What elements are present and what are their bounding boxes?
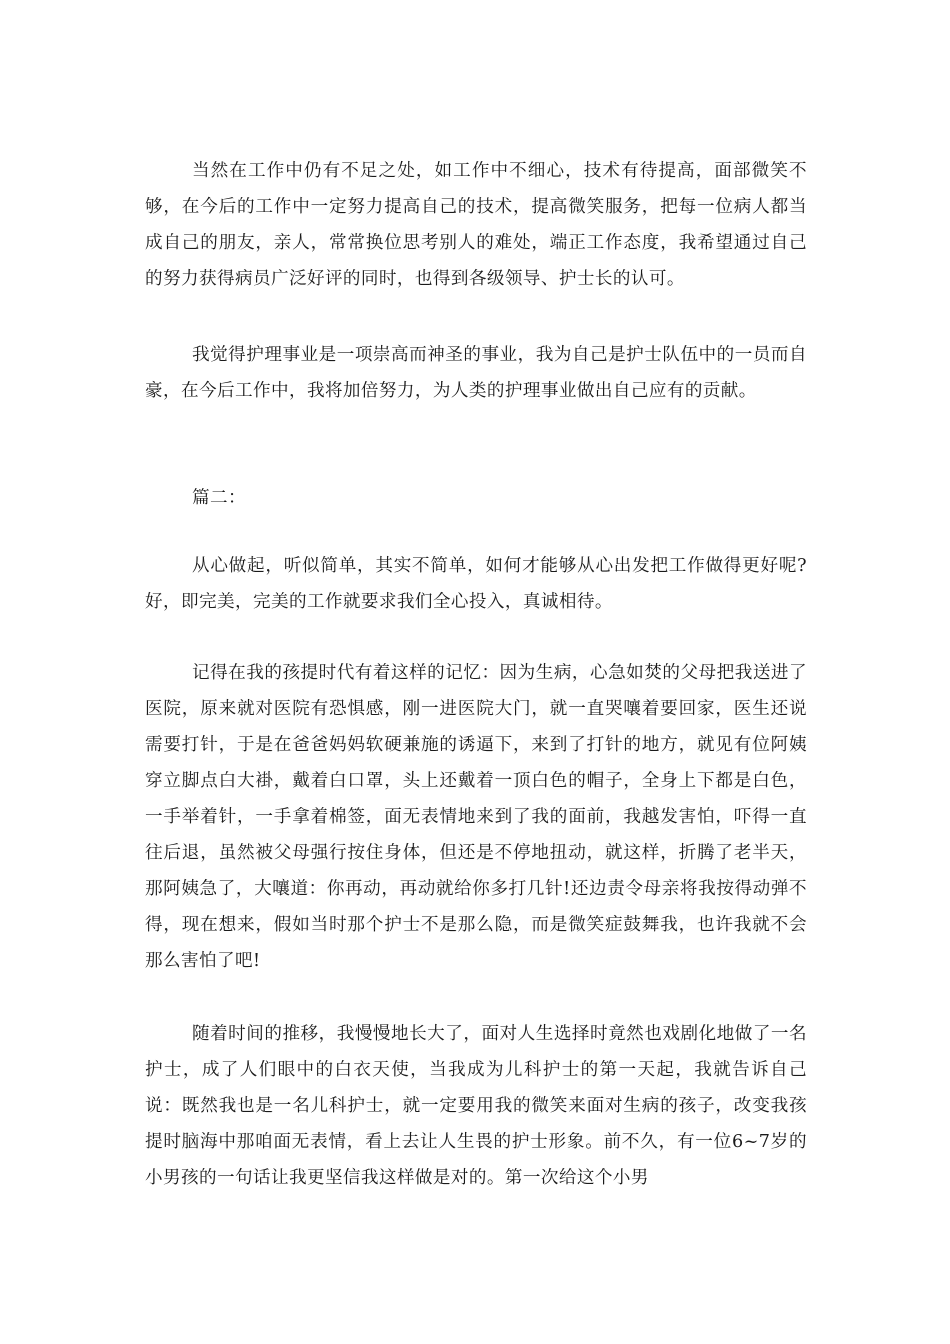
- section-heading: 篇二：: [192, 488, 246, 508]
- paragraph-from-the-heart: 从心做起，听似简单，其实不简单，如何才能够从心出发把工作做得更好呢?好，即完美，完美的工作就要求我们全心投入，真诚相待。: [145, 556, 807, 612]
- paragraph-shortcomings: 当然在工作中仍有不足之处，如工作中不细心，技术有待提高，面部微笑不够，在今后的工作中一定努力提高自己的技术，提高微笑服务，把每一位病人都当成自己的朋友，亲人，常常换位思考别人的难处，端正工作态度，我希望通过自己的努力获得病员广泛好评的同时，也得到各级领导、护士长的认可。: [145, 161, 807, 289]
- paragraph-becoming-nurse: 随着时间的推移，我慢慢地长大了，面对人生选择时竟然也戏剧化地做了一名护士，成了人们眼中的白衣天使，当我成为儿科护士的第一天起，我就告诉自己说：既然我也是一名儿科护士，就一定要用我的微笑来面对生病的孩子，改变我孩提时脑海中那咱面无表情，看上去让人生畏的护士形象。前不久，有一位6~7岁的小男孩的一句话让我更坚信我这样做是对的。第一次给这个小男: [145, 1024, 807, 1188]
- paragraph-nursing-career: 我觉得护理事业是一项崇高而神圣的事业，我为自己是护士队伍中的一员而自豪，在今后工作中，我将加倍努力，为人类的护理事业做出自己应有的贡献。: [145, 345, 807, 401]
- paragraph-childhood-memory: 记得在我的孩提时代有着这样的记忆：因为生病，心急如焚的父母把我送进了医院，原来就对医院有恐惧感，刚一进医院大门，就一直哭嚷着要回家，医生还说需要打针，于是在爸爸妈妈软硬兼施的诱逼下，来到了打针的地方，就见有位阿姨穿立脚点白大褂，戴着白口罩，头上还戴着一顶白色的帽子，全身上下都是白色，一手举着针，一手拿着棉签，面无表情地来到了我的面前，我越发害怕，吓得一直往后退，虽然被父母强行按住身体，但还是不停地扭动，就这样，折腾了老半天，那阿姨急了，大嚷道：你再动，再动就给你多打几针!还边责令母亲将我按得动弹不得，现在想来，假如当时那个护士不是那么隐，而是微笑症鼓舞我，也许我就不会那么害怕了吧!: [145, 663, 807, 971]
